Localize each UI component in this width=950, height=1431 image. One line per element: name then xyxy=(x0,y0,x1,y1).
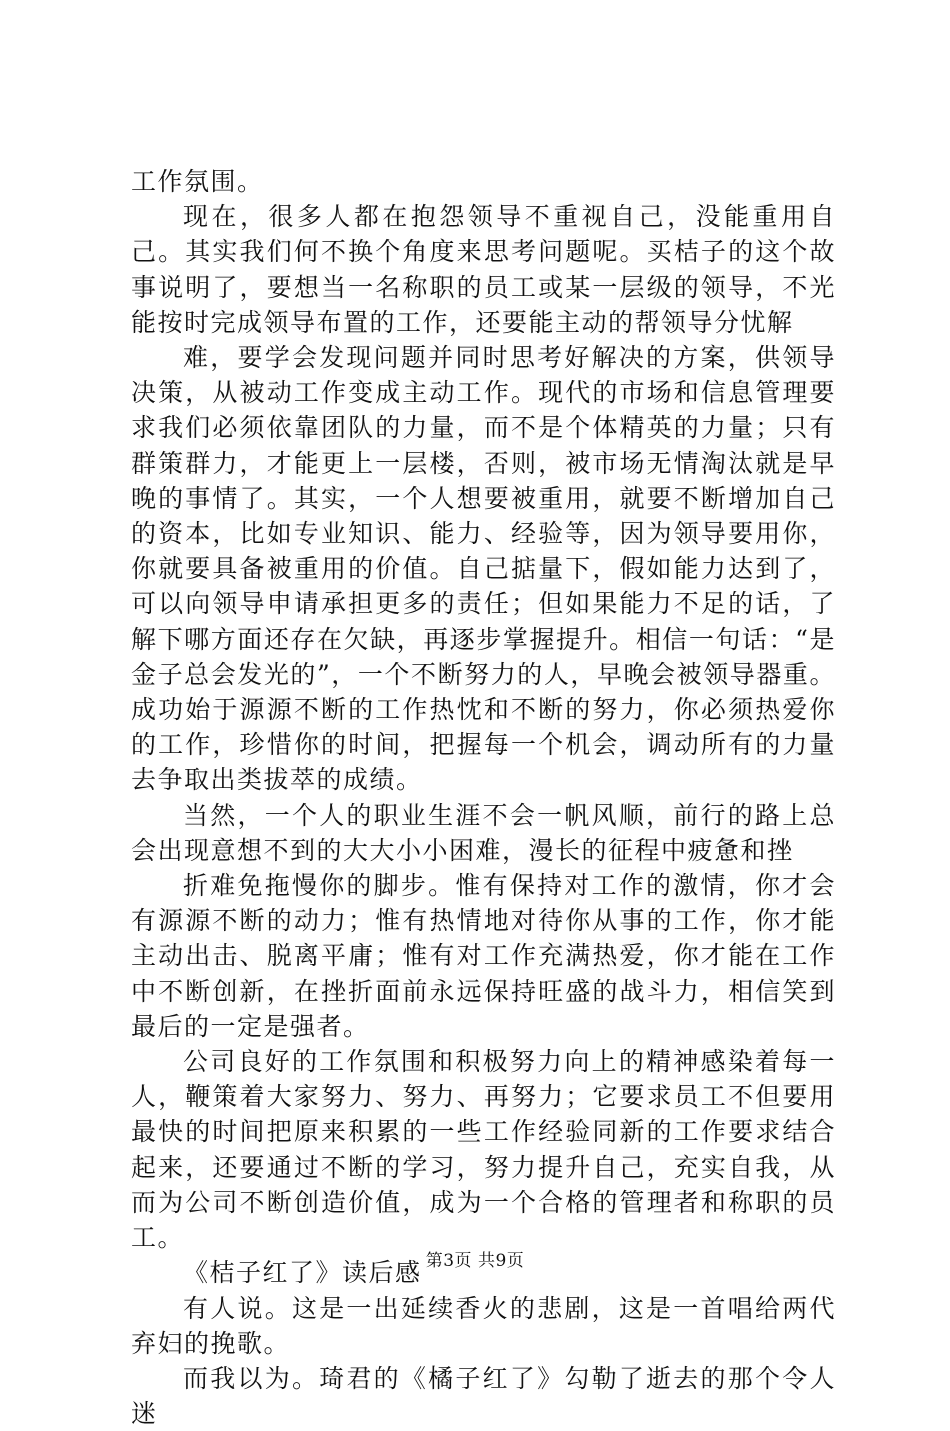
document-body xyxy=(131,164,836,1431)
paragraph-8: 而我以为。琦君的《橘子红了》勾勒了逝去的那个令人迷 xyxy=(131,1363,836,1429)
page-number-footer: 第3页 共9页 xyxy=(425,1251,525,1271)
paragraph-5: 折难免拖慢你的脚步。惟有保持对工作的激情，你才会有源源不断的动力；惟有热情地对待你从事的工作，你才能主动出击、脱离平庸；惟有对工作充满热爱，你才能在工作中不断创新，在挫折面前永远保持旺盛的战斗力，相信笑到最后的一定是强者。 xyxy=(131,871,836,1041)
paragraph-3: 难，要学会发现问题并同时思考好解决的方案，供领导决策，从被动工作变成主动工作。现代的市场和信息管理要求我们必须依靠团队的力量，而不是个体精英的力量；只有群策群力，才能更上一层楼，否则，被市场无情淘汰就是早晚的事情了。其实，一个人想要被重用，就要不断增加自己的资本，比如专业知识、能力、经验等，因为领导要用你，你就要具备被重用的价值。自己掂量下，假如能力达到了，可以向领导申请承担更多的责任；但如果能力不足的话，了解下哪方面还存在欠缺，再逐步掌握提升。相信一句话：“是金子总会发光的”，一个不断努力的人，早晚会被领导器重。成功始于源源不断的工作热忱和不断的努力，你必须热爱你的工作，珍惜你的时间，把握每一个机会，调动所有的力量去争取出类拔萃的成绩。 xyxy=(131,343,836,795)
paragraph-4: 当然，一个人的职业生涯不会一帆风顺，前行的路上总会出现意想不到的大大小小困难，漫长的征程中疲惫和挫 xyxy=(131,800,836,865)
paragraph-2: 现在，很多人都在抱怨领导不重视自己，没能重用自己。其实我们何不换个角度来思考问题呢。买桔子的这个故事说明了，要想当一名称职的员工或某一层级的领导，不光能按时完成领导布置的工作，还要能主动的帮领导分忧解 xyxy=(131,202,836,337)
essay-title: 《桔子红了》读后感 xyxy=(183,1258,422,1288)
paragraph-7: 有人说。这是一出延续香火的悲剧，这是一首唱给两代弃妇的挽歌。 xyxy=(131,1293,836,1358)
paragraph-1: 工作氛围。 xyxy=(131,167,264,196)
paragraph-6: 公司良好的工作氛围和积极努力向上的精神感染着每一人，鞭策着大家努力、努力、再努力；它要求员工不但要用最快的时间把原来积累的一些工作经验同新的工作要求结合起来，还要通过不断的学习，努力提升自己，充实自我，从而为公司不断创造价值，成为一个合格的管理者和称职的员工。 xyxy=(131,1047,836,1253)
